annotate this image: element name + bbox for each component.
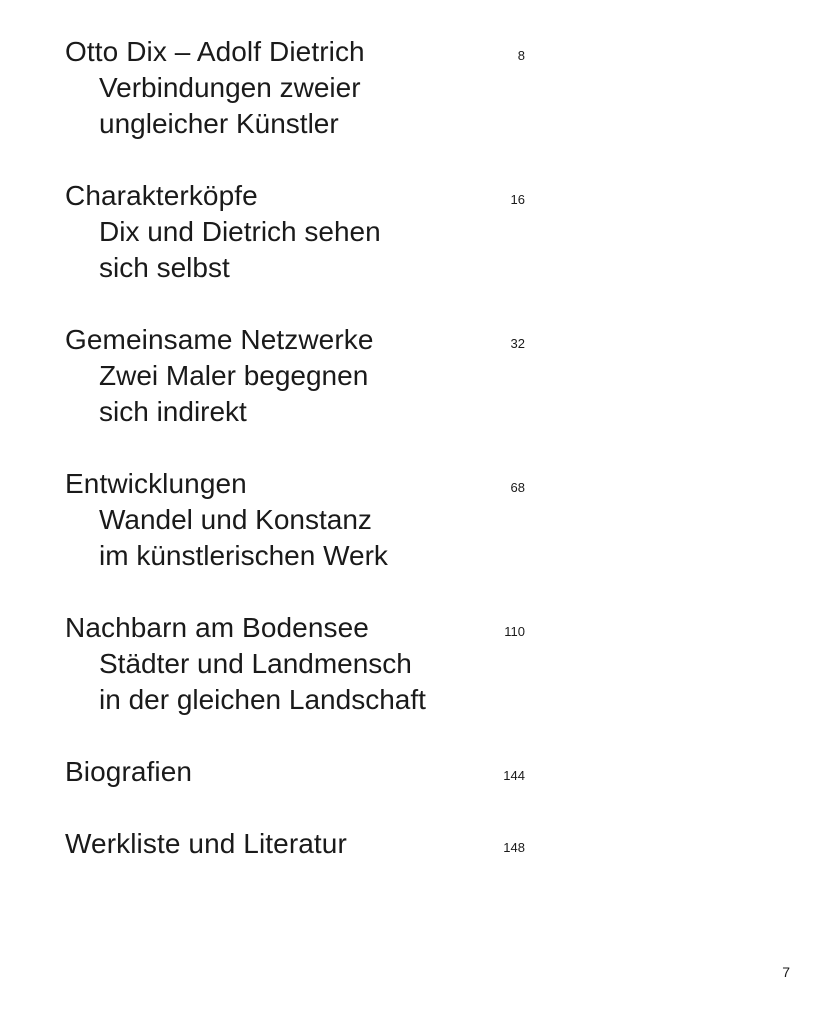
toc-entry-subtitle: Städter und Landmensch in der gleichen Landschaft [99, 648, 426, 715]
toc-entry-title: Werkliste und Literatur [65, 828, 347, 859]
toc-entry-page-number: 144 [503, 768, 525, 783]
toc-entry-subtitle: Zwei Maler begegnen sich indirekt [99, 360, 369, 427]
toc-entry-title: Charakterköpfe [65, 180, 258, 211]
toc-entry-title: Gemeinsame Netzwerke [65, 324, 374, 355]
toc-entry[interactable] [65, 322, 535, 430]
toc-entry-page-number: 16 [510, 192, 525, 207]
toc-entry-page-number: 148 [503, 840, 525, 855]
toc-entry-subtitle: Verbindungen zweier ungleicher Künstler [99, 72, 361, 139]
table-of-contents [65, 34, 535, 898]
toc-entry-page-number: 8 [517, 48, 525, 63]
page-number: 7 [782, 964, 790, 980]
toc-entry-page-number: 32 [510, 336, 525, 351]
toc-entry-page-number: 68 [510, 480, 525, 495]
toc-entry[interactable] [65, 826, 535, 862]
toc-entry-title: Nachbarn am Bodensee [65, 612, 369, 643]
toc-entry-title: Entwicklungen [65, 468, 247, 499]
toc-entry[interactable] [65, 466, 535, 574]
toc-entry[interactable] [65, 34, 535, 142]
toc-entry-subtitle: Dix und Dietrich sehen sich selbst [99, 216, 381, 283]
toc-entry[interactable] [65, 610, 535, 718]
toc-entry-subtitle: Wandel und Konstanz im künstlerischen Werk [99, 504, 388, 571]
toc-entry-title: Otto Dix – Adolf Dietrich [65, 36, 365, 67]
toc-entry-title: Biografien [65, 756, 193, 787]
toc-entry[interactable] [65, 754, 535, 790]
toc-entry-page-number: 110 [504, 624, 525, 639]
toc-entry[interactable] [65, 178, 535, 286]
